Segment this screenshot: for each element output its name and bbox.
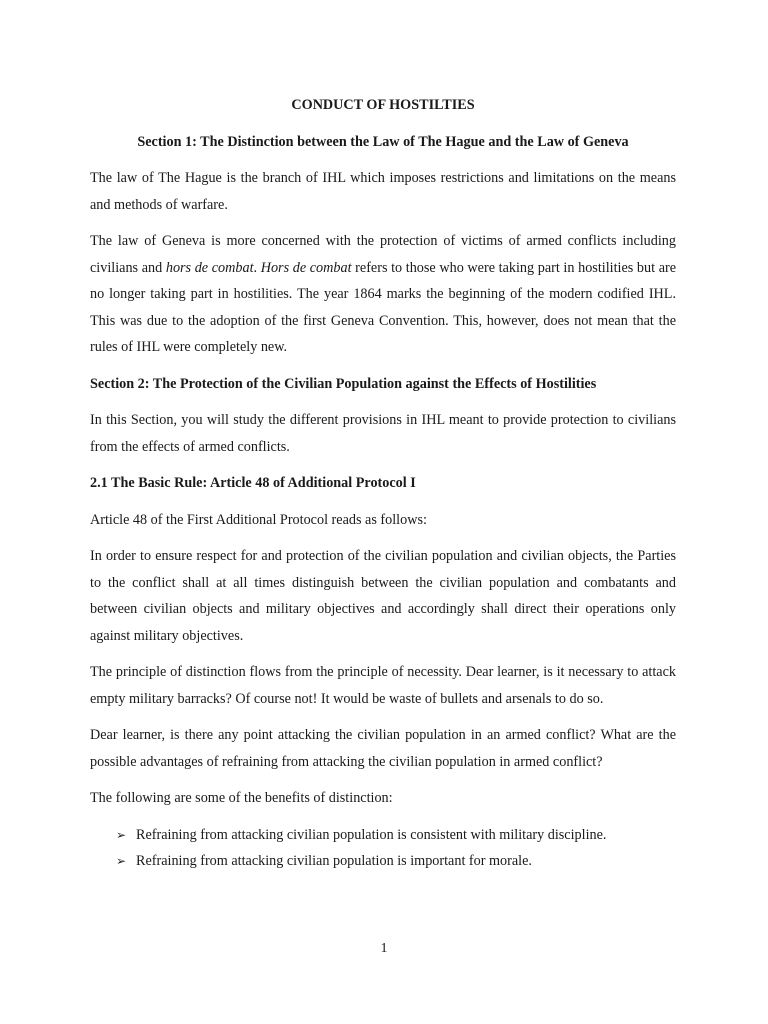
geneva-italic-term-2: Hors de combat — [260, 259, 352, 276]
paragraph-section-2-intro: In this Section, you will study the different provisions in IHL meant to provide protection to civilians from the effects of armed conflicts. — [90, 412, 676, 455]
paragraph-principle-of-distinction: The principle of distinction flows from the principle of necessity. Dear learner, is it necessary to attack empty military barracks? Of course not! It would be waste of bullets and arsenals to do so. — [90, 664, 676, 707]
list-item — [116, 848, 676, 875]
paragraph-article-48-intro: Article 48 of the First Additional Protocol reads as follows: — [90, 511, 427, 528]
arrow-bullet-icon: ➢ — [116, 854, 127, 868]
subsection-2-1-heading: 2.1 The Basic Rule: Article 48 of Additional Protocol I — [90, 475, 416, 491]
geneva-text-part-2: . — [253, 259, 261, 276]
benefits-list — [116, 822, 676, 875]
paragraph-article-48-quote: In order to ensure respect for and protection of the civilian population and civilian objects, the Parties to the conflict shall at all times distinguish between the civilian population and combatants and between civilian objects and military objectives and accordingly shall direct their operations only against military objectives. — [90, 548, 676, 644]
list-item-text: Refraining from attacking civilian population is consistent with military discipline. — [136, 826, 607, 843]
list-item — [116, 822, 676, 849]
section-1-heading: Section 1: The Distinction between the Law of The Hague and the Law of Geneva — [137, 133, 629, 150]
paragraph-law-of-geneva — [90, 228, 676, 361]
document-body — [90, 92, 676, 875]
geneva-italic-term-1: hors de combat — [165, 259, 254, 276]
page-number: 1 — [380, 941, 388, 956]
paragraph-law-of-hague: The law of The Hague is the branch of IHL which imposes restrictions and limitations on the means and methods of warfare. — [90, 170, 676, 213]
arrow-bullet-icon: ➢ — [116, 827, 127, 842]
section-2-heading: Section 2: The Protection of the Civilian Population against the Effects of Hostilities — [90, 375, 597, 392]
document-title: CONDUCT OF HOSTILTIES — [291, 97, 475, 113]
geneva-text-part-1: The law of Geneva is more concerned with the protection of victims of armed conflicts including civilians and — [90, 233, 676, 276]
paragraph-benefits-intro: The following are some of the benefits of distinction: — [90, 790, 393, 806]
list-item-text: Refraining from attacking civilian population is important for morale. — [136, 853, 532, 869]
paragraph-learner-question: Dear learner, is there any point attacking the civilian population in an armed conflict? What are the possible advantages of refraining from attacking the civilian population in armed conflict? — [90, 727, 676, 770]
geneva-text-part-3: refers to those who were taking part in hostilities but are no longer taking part in hostilities. The year 1864 marks the beginning of the modern codified IHL. This was due to the adoption of the first Geneva Convention. This, however, does not mean that the rules of IHL were completely new. — [90, 259, 677, 355]
